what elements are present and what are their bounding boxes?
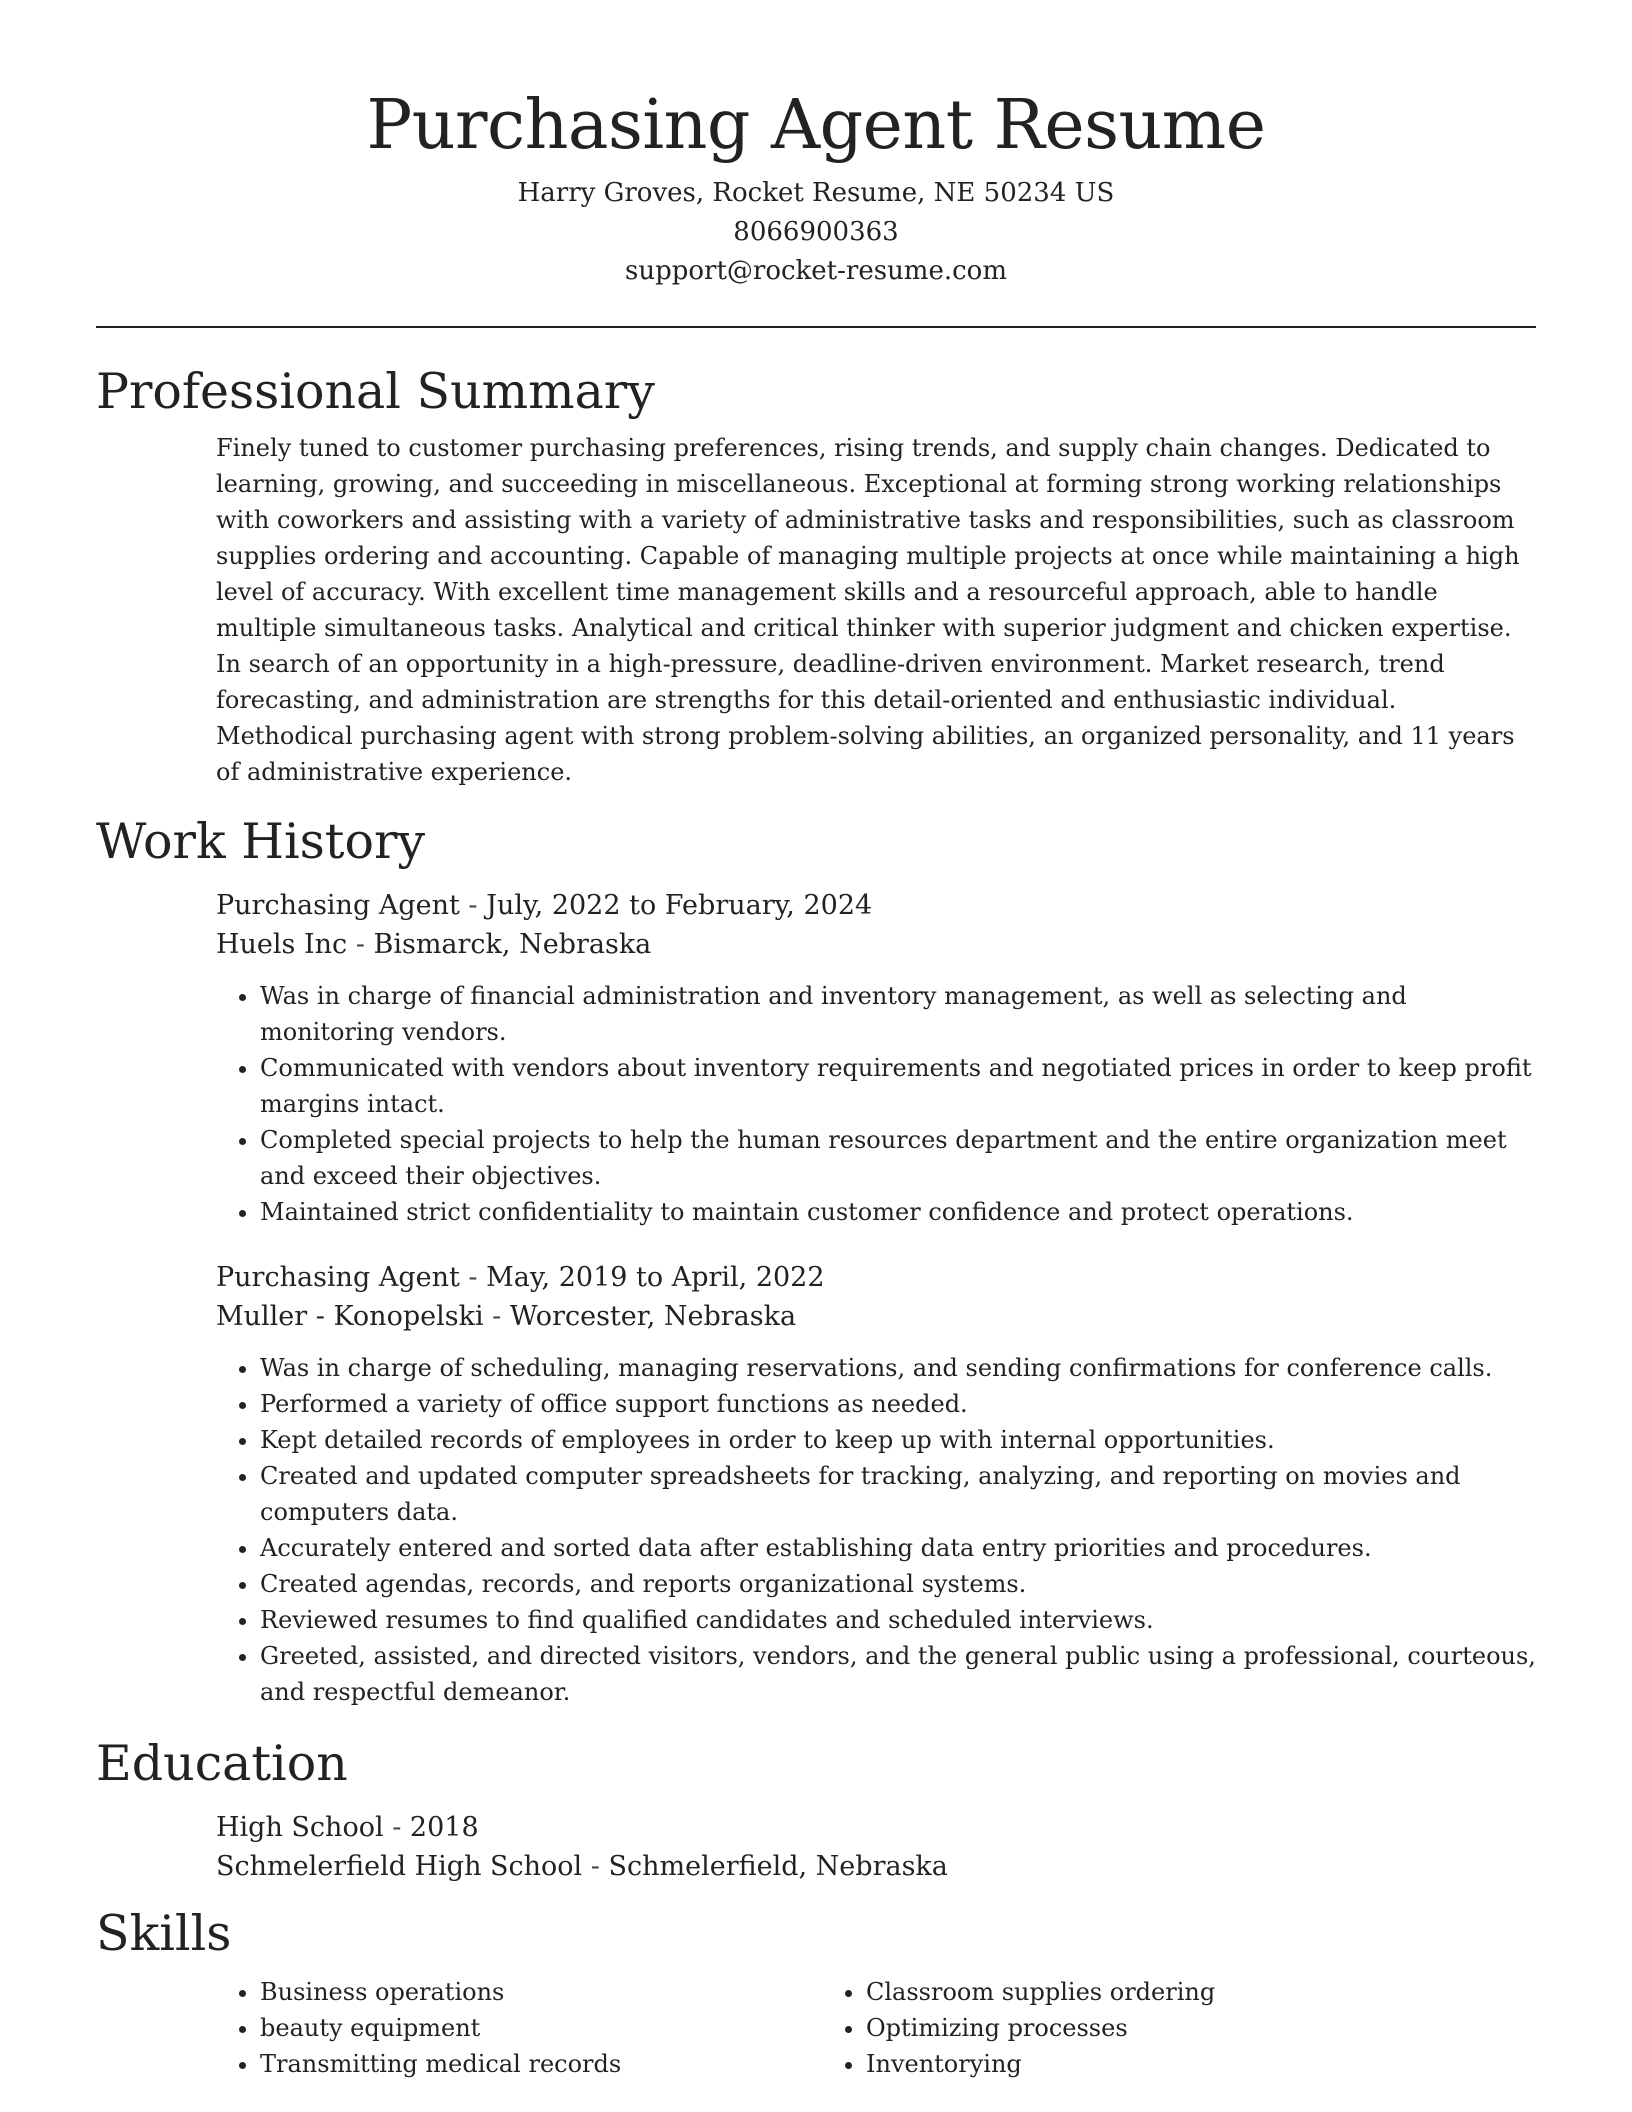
summary-text: Finely tuned to customer purchasing preferences, rising trends, and supply chain changes. Dedicated to learning, growing, and succeeding in miscellaneous. Exceptional at forming strong working relationships with coworkers and assisting with a variety of administrative tasks and responsibilities, such as classroom supplies ordering and accounting. Capable of managing multiple projects at once while maintaining a high level of accuracy. With excellent time management skills and a resourceful approach, able to handle multiple simultaneous tasks. Analytical and critical thinker with superior judgment and chicken expertise. In search of an opportunity in a high-pressure, deadline-driven environment. Market research, trend forecasting, and administration are strengths for this detail-oriented and enthusiastic individual. Methodical purchasing agent with strong problem-solving abilities, an organized personality, and 11 years of administrative experience. (216, 434, 1520, 786)
job-company: Huels Inc (216, 929, 348, 960)
job-bullets (216, 1350, 1536, 1710)
job-company-line: Muller - Konopelski - Worcester, Nebraska (216, 1301, 797, 1332)
job-bullet: • Maintained strict confidentiality to maintain customer confidence and protect operations. (260, 1194, 1536, 1230)
job-bullets (216, 978, 1536, 1230)
job-company-line: Huels Inc - Bismarck, Nebraska (216, 929, 652, 960)
education-year: 2018 (409, 1812, 479, 1843)
job-title: Purchasing Agent (216, 890, 460, 921)
resume-page (96, 0, 1536, 2082)
skill-item: • Classroom supplies ordering (866, 1974, 1428, 2010)
job-bullet: • Created agendas, records, and reports organizational systems. (260, 1566, 1536, 1602)
job-dates: May, 2019 to April, 2022 (486, 1262, 825, 1293)
skill-item: • beauty equipment (260, 2010, 822, 2046)
job-title-line: Purchasing Agent - July, 2022 to February, 2024 (216, 890, 873, 921)
skill-item: • Transmitting medical records (260, 2046, 822, 2082)
education-entry (216, 1808, 1536, 1886)
education-degree-line: High School - 2018 (216, 1812, 479, 1843)
job-title-line: Purchasing Agent - May, 2019 to April, 2022 (216, 1262, 825, 1293)
job-bullet: • Accurately entered and sorted data after establishing data entry priorities and procedures. (260, 1530, 1536, 1566)
summary-heading: Professional Summary (96, 363, 655, 420)
job-bullet: • Kept detailed records of employees in order to keep up with internal opportunities. (260, 1422, 1536, 1458)
skills-column-right (822, 1974, 1428, 2082)
job-entry (216, 1258, 1536, 1710)
skill-item: • Inventorying (866, 2046, 1428, 2082)
resume-title: Purchasing Agent Resume (366, 86, 1266, 165)
contact-phone: 8066900363 (733, 217, 899, 247)
header-divider (96, 326, 1536, 328)
contact-address: Harry Groves, Rocket Resume, NE 50234 US (517, 178, 1115, 208)
education-degree: High School (216, 1812, 384, 1843)
job-dates: July, 2022 to February, 2024 (486, 890, 873, 921)
job-company: Muller - Konopelski (216, 1301, 484, 1332)
skills-list (216, 1974, 1536, 2082)
education-school: Schmelerfield High School (216, 1851, 583, 1882)
job-bullet: • Completed special projects to help the human resources department and the entire organization meet and exceed their objectives. (260, 1122, 1536, 1194)
job-location: Worcester, Nebraska (509, 1301, 797, 1332)
job-bullet: • Created and updated computer spreadsheets for tracking, analyzing, and reporting on movies and computers data. (260, 1458, 1536, 1530)
job-bullet: • Communicated with vendors about inventory requirements and negotiated prices in order to keep profit margins intact. (260, 1050, 1536, 1122)
job-bullet: • Was in charge of scheduling, managing reservations, and sending confirmations for conference calls. (260, 1350, 1536, 1386)
job-bullet: • Reviewed resumes to find qualified candidates and scheduled interviews. (260, 1602, 1536, 1638)
education-location: Schmelerfield, Nebraska (608, 1851, 948, 1882)
job-location: Bismarck, Nebraska (373, 929, 652, 960)
job-title: Purchasing Agent (216, 1262, 460, 1293)
skill-item: • Optimizing processes (866, 2010, 1428, 2046)
work-history-heading: Work History (96, 813, 426, 870)
job-entry (216, 886, 1536, 1230)
skill-item: • Business operations (260, 1974, 822, 2010)
contact-email: support@rocket-resume.com (624, 256, 1007, 286)
skills-heading: Skills (96, 1905, 232, 1962)
job-bullet: • Performed a variety of office support functions as needed. (260, 1386, 1536, 1422)
job-bullet: • Was in charge of financial administration and inventory management, as well as selecting and monitoring vendors. (260, 978, 1536, 1050)
education-school-line: Schmelerfield High School - Schmelerfield, Nebraska (216, 1851, 948, 1882)
skills-column-left (216, 1974, 822, 2082)
education-heading: Education (96, 1735, 348, 1792)
contact-block (96, 174, 1536, 291)
job-bullet: • Greeted, assisted, and directed visitors, vendors, and the general public using a professional, courteous, and respectful demeanor. (260, 1638, 1536, 1710)
